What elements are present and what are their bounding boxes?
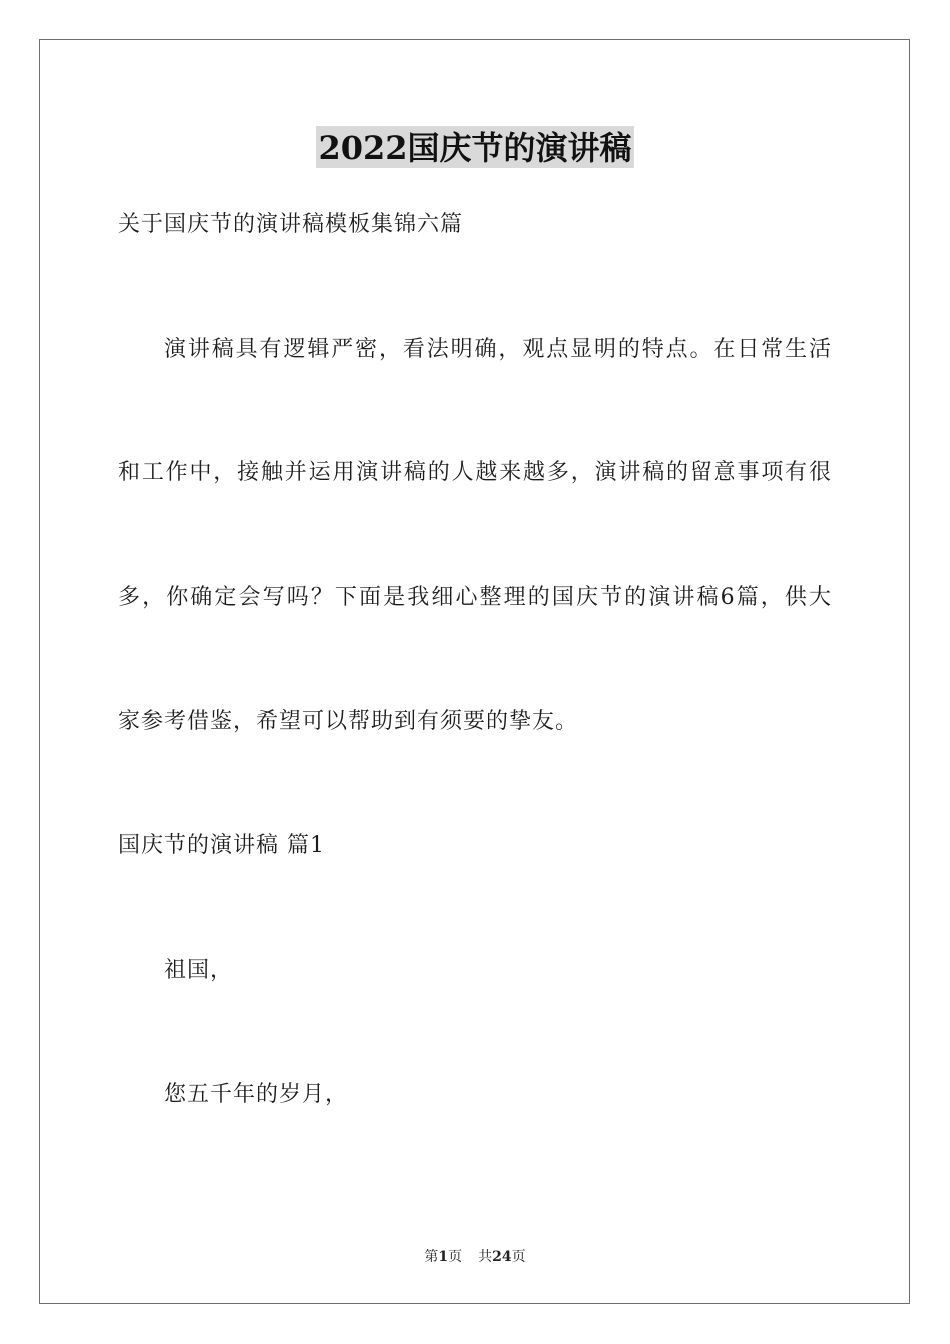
document-title: 2022国庆节的演讲稿 (316, 126, 633, 168)
footer-page-current: 1 (438, 1249, 449, 1265)
footer-page-prefix: 第 (424, 1249, 439, 1265)
page-footer (0, 1247, 950, 1267)
intro-line-3: 多，你确定会写吗？下面是我细心整理的国庆节的演讲稿6篇，供大 (118, 585, 832, 610)
poem-line-2: 您五千年的岁月， (164, 1082, 349, 1107)
intro-line-2: 和工作中，接触并运用演讲稿的人越来越多，演讲稿的留意事项有很 (118, 460, 832, 485)
footer-total-prefix: 共 (478, 1249, 493, 1265)
document-subtitle: 关于国庆节的演讲稿模板集锦六篇 (118, 212, 464, 237)
intro-line-4: 家参考借鉴，希望可以帮助到有须要的挚友。 (118, 709, 579, 734)
intro-line-1: 演讲稿具有逻辑严密，看法明确，观点显明的特点。在日常生活 (164, 337, 832, 362)
footer-page-total: 24 (492, 1249, 512, 1265)
poem-line-1: 祖国， (164, 958, 234, 983)
title-container (0, 126, 950, 168)
footer-page-suffix: 页 (448, 1249, 463, 1265)
section-heading: 国庆节的演讲稿 篇1 (118, 833, 325, 858)
footer-total-suffix: 页 (511, 1249, 526, 1265)
